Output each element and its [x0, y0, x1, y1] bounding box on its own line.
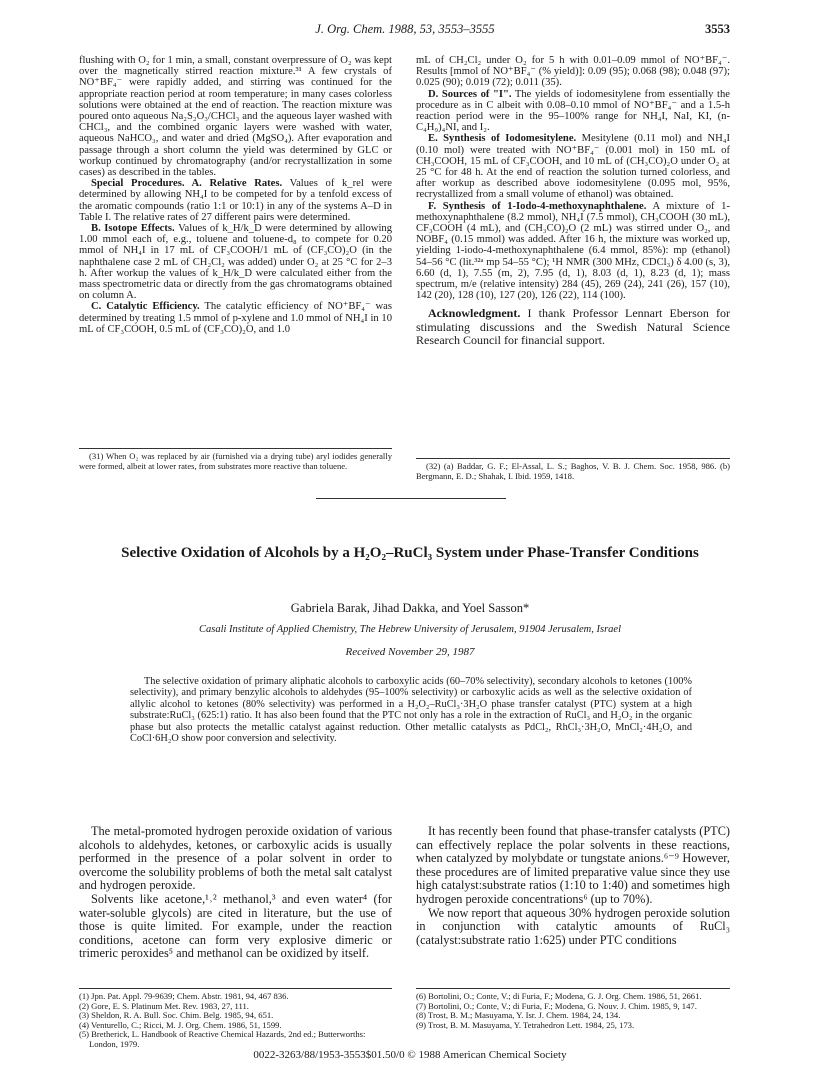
reference-item: (3) Sheldon, R. A. Bull. Soc. Chim. Belg. 1985, 94, 651.	[79, 1010, 274, 1020]
section-heading: D. Sources of "I".	[428, 88, 512, 100]
paragraph: E. Synthesis of Iodomesitylene. Mesitylene (0.11 mol) and NH₄I (0.10 mol) were treated with NO⁺BF₄⁻ (0.001 mol) in 150 mL of CH₃COOH, 15 mL of CF₃COOH, and 10 mL of (CH₃CO)₂O under O₂ at 25 °C for 48 h. At the end of reaction the solution turned colorless, and after workup as described above iodomesitylene (0.095 mol, 95%, recrystallized from a small volume of ethanol) was obtained.	[416, 133, 730, 201]
paragraph: mL of CH₂Cl₂ under O₂ for 5 h with 0.01–0.09 mmol of NO⁺BF₄⁻. Results [mmol of NO⁺BF₄⁻ (% yield)]: 0.09 (95); 0.068 (98); 0.048 (97); 0.025 (90); 0.019 (72); 0.011 (35).	[416, 55, 730, 89]
reference-item: (6) Bortolini, O.; Conte, V.; di Furia, F.; Modena, G. J. Org. Chem. 1986, 51, 2661.	[416, 991, 702, 1001]
page-number: 3553	[705, 22, 730, 36]
section-heading: E. Synthesis of Iodomesitylene.	[428, 133, 577, 145]
references-right	[416, 992, 730, 1030]
abstract: The selective oxidation of primary aliphatic alcohols to carboxylic acids (60–70% selectivity), secondary alcohols to ketones (100% selectivity), and primary benzylic alcohols to aldehydes (95–100% selectivity) or carboxylic acids as well as the selective oxidation of allylic alcohol to ketones (80% selectivity) was performed in a H₂O₂–RuCl₃·3H₂O phase transfer catalyst (PTC) system at a high substrate:RuCl₃ (625:1) ratio. It has also been found that the PTC not only has a role in the extraction of RuCl₃ and H₂O₂ in the organic phase but also protects the metallic catalyst against reduction. Other metallic catalysts as PdCl₂, RhCl₃·3H₂O, MnCl₂·4H₂O, and CoCl·6H₂O show poor conversion and selectivity.	[130, 676, 692, 745]
body-left-column	[79, 825, 392, 961]
paragraph: We now report that aqueous 30% hydrogen peroxide solution in conjunction with catalytic amounts of RuCl₃ (catalyst:substrate ratio 1:625) under PTC conditions	[416, 905, 730, 947]
article-title: Selective Oxidation of Alcohols by a H₂O₂–RuCl₃ System under Phase-Transfer Conditions	[121, 545, 699, 561]
paragraph: It has recently been found that phase-transfer catalysts (PTC) can effectively replace the polar solvents in these reactions, when catalyzed by molybdate or tungstate anions.⁶⁻⁹ However, these procedures are of limited preparative value since they use high catalyst:substrate ratios (1:10 to 1:40) and sometimes high hydrogen peroxide concentrations⁶ (up to 70%).	[416, 824, 730, 906]
right-column	[416, 55, 730, 348]
section-heading: F. Synthesis of 1-Iodo-4-methoxynaphthalene.	[428, 200, 647, 212]
paragraph: The metal-promoted hydrogen peroxide oxidation of various alcohols to aldehydes, ketones, or carboxylic acids is usually performed in the presence of a polar solvent in order to overcome the solubility problems of both the metal salt catalyst and hydrogen peroxide.	[79, 824, 392, 893]
footnote-rule	[79, 448, 392, 449]
body-right-column	[416, 825, 730, 947]
paragraph: B. Isotope Effects. Values of k_H/k_D were determined by allowing 1.00 mmol each of, e.g., toluene and toluene-d₈ to compete for 0.20 mmol of NH₄I in 17 mL of CF₃COOH/1 mL of (CF₃CO)₂O (in the naphthalene case 2 mL of CH₂Cl₂ was added) under O₂ at 25 °C for 2–3 h. After workup the values of k_H/k_D were calculated either from the mass spectrometric data or directly from the gas chromatograms obtained on column A.	[79, 223, 392, 302]
references-left	[79, 992, 392, 1049]
footnote: (31) When O₂ was replaced by air (furnished via a drying tube) aryl iodides generally were formed, albeit at lower rates, from substrates more reactive than toluene.	[79, 451, 392, 471]
running-header	[80, 22, 730, 40]
reference-item: (7) Bortolini, O.; Conte, V.; di Furia, F.; Modena, G. Nouv. J. Chim. 1985, 9, 147.	[416, 1000, 697, 1011]
reference-item: (8) Trost, B. M.; Masuyama, Y. Isr. J. Chem. 1984, 24, 134.	[416, 1010, 621, 1020]
reference-item: (1) Jpn. Pat. Appl. 79-9639; Chem. Abstr. 1981, 94, 467 836.	[79, 991, 289, 1001]
article-separator	[316, 498, 506, 499]
reference-item: (2) Gore, E. S. Platinum Met. Rev. 1983, 27, 111.	[79, 1000, 249, 1011]
section-heading: B. Isotope Effects.	[91, 223, 175, 235]
paragraph: flushing with O₂ for 1 min, a small, constant overpressure of O₂ was kept over the magnetically stirred reaction mixture.³¹ A few crystals of NO⁺BF₄⁻ were rapidly added, and stirring was continued for the appropriate reaction period at room temperature; in many cases colorless solutions were obtained at the end of reaction. The reaction mixture was poured onto aqueous Na₂S₂O₃/CHCl₃ and the aqueous layer washed with CHCl₃, and the combined organic layers were washed with water, aqueous NaHCO₃, and water and dried (MgSO₄). After evaporation and passage through a short column the yield was determined by GLC or workup continued by chromatography (and/or recrystallization in some cases) as described in the tables.	[79, 55, 392, 179]
references-rule	[79, 988, 392, 989]
article-authors: Gabriela Barak, Jihad Dakka, and Yoel Sasson*	[290, 601, 530, 615]
article-affiliation: Casali Institute of Applied Chemistry, The Hebrew University of Jerusalem, 91904 Jerusalem, Israel	[199, 624, 621, 635]
paragraph: D. Sources of "I". The yields of iodomesitylene from essentially the procedure as in C albeit with 0.08–0.10 mmol of NO⁺BF₄⁻ and a 1.5-h reaction period were in the 95–100% range for NH₄I, NaI, KI, (n-C₄H₉)₄NI, and I₂.	[416, 88, 730, 134]
left-column	[79, 55, 392, 335]
footnote: (32) (a) Baddar, G. F.; El-Assal, L. S.; Baghos, V. B. J. Chem. Soc. 1958, 986. (b) Bergmann, E. D.; Shahak, I. Ibid. 1959, 1418.	[416, 461, 730, 481]
paragraph: Acknowledgment. I thank Professor Lennart Eberson for stimulating discussions and the Swedish Natural Science Research Council for financial support.	[416, 306, 730, 348]
section-heading: Special Procedures. A. Relative Rates.	[91, 178, 283, 190]
paragraph: Solvents like acetone,¹˒² methanol,³ and even water⁴ (for water-soluble glycols) are cited in literature, but the use of those is quite limited. For example, under the reaction conditions, acetone can form very explosive dimeric or trimeric peroxides⁵ and methanol can be oxidized by itself.	[79, 891, 392, 961]
reference-item: (5) Bretherick, L. Handbook of Reactive Chemical Hazards, 2nd ed.; Butterworths: London, 1979.	[79, 1029, 366, 1049]
section-heading: C. Catalytic Efficiency.	[91, 301, 200, 313]
reference-item: (9) Trost, B. M. Masuyama, Y. Tetrahedron Lett. 1984, 25, 173.	[416, 1019, 635, 1030]
copyright-footer: 0022-3263/88/1953-3553$01.50/0 © 1988 American Chemical Society	[253, 1049, 567, 1061]
received-date: Received November 29, 1987	[345, 646, 475, 658]
section-heading: Acknowledgment.	[428, 306, 521, 321]
reference-item: (4) Venturello, C.; Ricci, M. J. Org. Chem. 1986, 51, 1599.	[79, 1019, 282, 1030]
paragraph: F. Synthesis of 1-Iodo-4-methoxynaphthalene. A mixture of 1-methoxynaphthalene (8.2 mmol), NH₄I (7.5 mmol), CH₃COOH (30 mL), CF₃COOH (4 mL), and (CH₃CO)₂O (2 mL) was stirred under O₂, and NOBF₄ (0.15 mmol) was added. After 16 h, the mixture was worked up, yielding 1-iodo-4-methoxynaphthalene (6.4 mmol, 85%): mp (ethanol) 54–56 °C (lit.³²ᵃ mp 54–55 °C); ¹H NMR (300 MHz, CDCl₃) δ 4.00 (s, 3), 6.60 (d, 1), 7.55 (m, 2), 7.95 (d, 1), 8.03 (d, 1), 8.23 (d, 1); mass spectrum, m/e (relative intensity) 284 (45), 269 (24), 241 (26), 157 (10), 142 (20), 128 (10), 127 (20), 126 (22), 114 (100).	[416, 200, 730, 302]
journal-citation: J. Org. Chem. 1988, 53, 3553–3555	[315, 22, 495, 36]
paragraph: Special Procedures. A. Relative Rates. Values of k_rel were determined by allowing NH₄I to be competed for by a tenfold excess of the aromatic compounds (ratio 1:1 or 10:1) in any of the systems A–D in Table I. The relative rates of 27 different pairs were determined.	[79, 178, 392, 223]
references-rule	[416, 988, 730, 989]
paragraph: C. Catalytic Efficiency. The catalytic efficiency of NO⁺BF₄⁻ was determined by treating 1.5 mmol of p-xylene and 1.0 mmol of NH₄I in 10 mL of CF₃COOH, 0.5 mL of (CF₃CO)₂O, and 1.0	[79, 301, 392, 335]
footnote-rule	[416, 458, 730, 459]
